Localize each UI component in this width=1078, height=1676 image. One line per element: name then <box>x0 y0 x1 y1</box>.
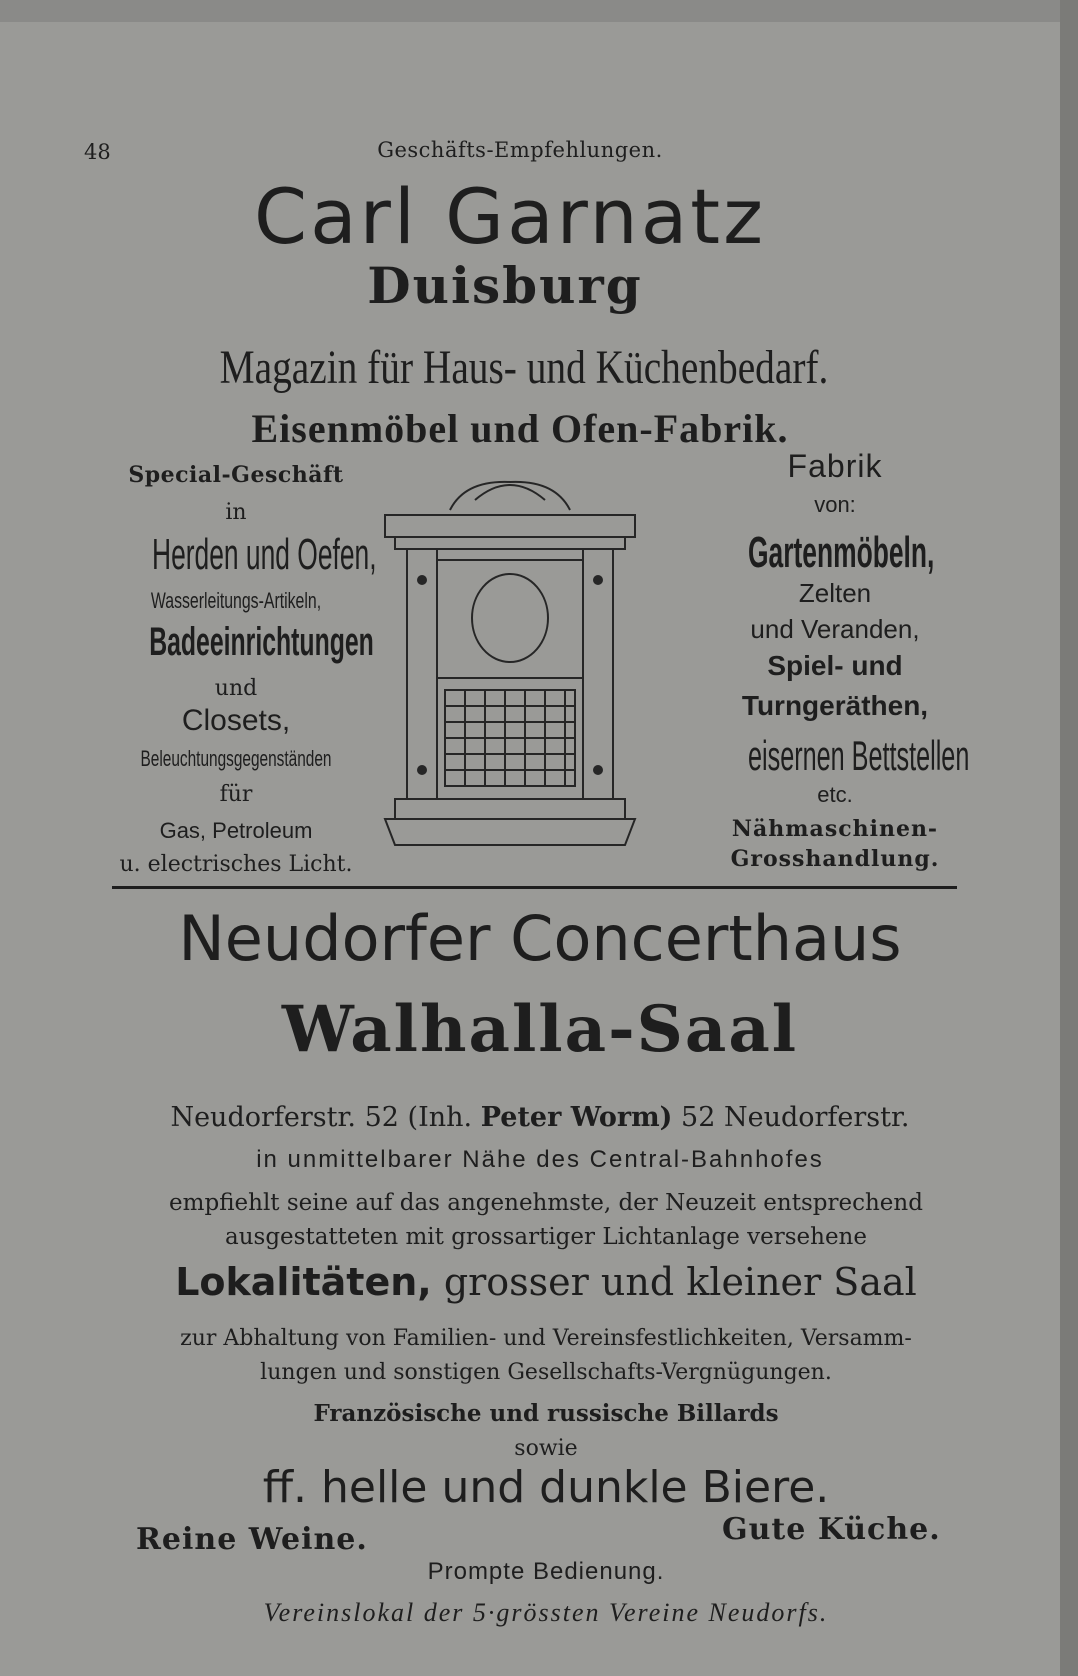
left-column-line: u. electrisches Licht. <box>119 852 353 877</box>
owner-prefix: (Inh. <box>407 1102 473 1133</box>
purpose-line: zur Abhaltung von Familien- und Vereinsfestlichkeiten, Versamm- <box>180 1326 912 1351</box>
hall-name: Walhalla-Saal <box>281 992 799 1067</box>
left-column-line: für <box>219 782 253 807</box>
purpose-line: lungen und sonstigen Gesellschafts-Vergnügungen. <box>260 1360 832 1385</box>
right-column-line: etc. <box>817 782 853 807</box>
left-column-line: in <box>225 500 247 525</box>
rooms-bold: Lokalitäten, <box>175 1260 432 1304</box>
right-column-line: eisernen Bettstellen <box>748 732 970 779</box>
stove-illustration <box>365 470 655 860</box>
stove-upper-panel <box>437 560 583 678</box>
right-column-line: Fabrik <box>787 448 883 484</box>
stove-crown <box>450 482 570 510</box>
right-column-line: Gartenmöbeln, <box>748 528 935 577</box>
stove-right-column <box>583 549 613 799</box>
stove-cornice <box>385 515 635 537</box>
stove-medallion <box>472 574 548 662</box>
left-column-line: Gas, Petroleum <box>159 818 313 843</box>
right-column-line: Nähmaschinen- <box>731 816 939 842</box>
factory-description: Eisenmöbel und Ofen-Fabrik. <box>251 406 789 451</box>
stove-ornament <box>417 575 427 585</box>
clubs-line: Vereinslokal der 5·grössten Vereine Neudorfs. <box>263 1598 829 1627</box>
page-number: 48 <box>84 140 111 164</box>
service-line: Prompte Bedienung. <box>427 1558 665 1585</box>
left-column-line: Badeeinrichtungen <box>149 620 374 664</box>
recommend-line: empfiehlt seine auf das angenehmste, der Neuzeit entsprechend <box>169 1190 923 1216</box>
stove-plinth <box>385 819 635 845</box>
shop-description: Magazin für Haus- und Küchenbedarf. <box>219 341 829 394</box>
recommend-line: ausgestatteten mit grossartiger Lichtanlage versehene <box>224 1224 867 1250</box>
rooms-line <box>96 1260 996 1304</box>
left-column-line: Special-Geschäft <box>128 462 344 488</box>
left-column-line: Wasserleitungs-Artikeln, <box>150 588 322 613</box>
kitchen-line: Gute Küche. <box>722 1512 941 1547</box>
right-column-line: Spiel- und <box>767 650 903 681</box>
stove-base <box>395 799 625 819</box>
section-divider <box>112 886 957 889</box>
running-head: Geschäfts-Empfehlungen. <box>377 138 663 162</box>
billiards-line: Französische und russische Billards <box>313 1400 779 1427</box>
beer-line: ff. helle und dunkle Biere. <box>262 1462 830 1513</box>
stove-ornament <box>417 765 427 775</box>
page-edge <box>1060 0 1078 1676</box>
right-column-line: und Veranden, <box>750 614 920 644</box>
stove-frieze <box>395 537 625 549</box>
stove-ornament <box>593 765 603 775</box>
as-well-line: sowie <box>514 1436 578 1461</box>
stove-crest <box>475 485 545 500</box>
stove-left-column <box>407 549 437 799</box>
wines-line: Reine Weine. <box>136 1522 368 1557</box>
right-column-line: Turngeräthen, <box>741 690 929 721</box>
right-column-line: von: <box>814 492 856 517</box>
left-column-line: Herden und Oefen, <box>152 530 377 579</box>
rooms-rest: grosser und kleiner Saal <box>443 1260 917 1304</box>
left-column-line: Closets, <box>181 704 291 737</box>
left-column-line: und <box>214 676 258 701</box>
address-line <box>90 1102 990 1133</box>
company-city: Duisburg <box>367 256 643 315</box>
location-line: in unmittelbarer Nähe des Central-Bahnhofes <box>256 1146 824 1173</box>
right-column-line: Grosshandlung. <box>730 846 940 872</box>
concert-hall-title: Neudorfer Concerthaus <box>178 902 902 975</box>
company-name: Carl Garnatz <box>254 172 766 261</box>
address-left: Neudorferstr. 52 <box>170 1102 399 1133</box>
right-column-line: Zelten <box>798 578 872 608</box>
owner-name: Peter Worm) <box>480 1102 673 1133</box>
left-column-line: Beleuchtungsgegenständen <box>140 746 332 771</box>
address-right: 52 Neudorferstr. <box>681 1102 910 1133</box>
stove-ornament <box>593 575 603 585</box>
